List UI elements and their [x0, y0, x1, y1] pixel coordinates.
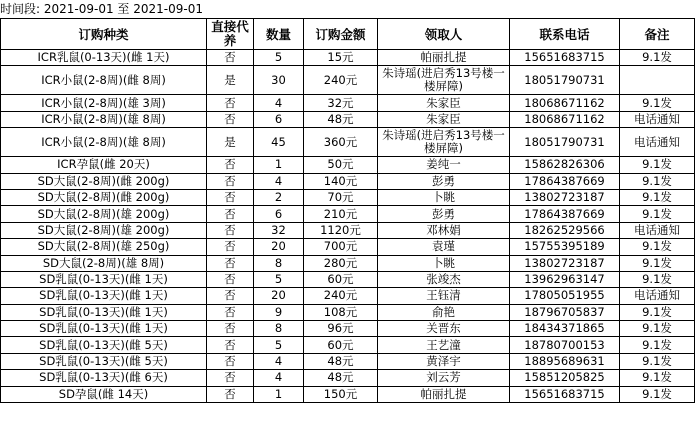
cell-phone: 18051790731: [510, 128, 620, 157]
cell-direct: 否: [207, 157, 254, 173]
cell-qty: 8: [254, 255, 304, 271]
cell-qty: 4: [254, 370, 304, 386]
cell-receiver: 关晋东: [378, 321, 510, 337]
table-row: [1, 66, 695, 95]
cell-phone: 13962963147: [510, 271, 620, 287]
col-header-note: 备注: [620, 19, 695, 50]
cell-type: SD大鼠(2-8周)(雌 200g): [1, 173, 207, 189]
cell-type: ICR孕鼠(雌 20天): [1, 157, 207, 173]
cell-note: [620, 66, 695, 95]
cell-qty: 20: [254, 288, 304, 304]
cell-note: 电话通知: [620, 288, 695, 304]
cell-receiver: 卜眺: [378, 189, 510, 205]
cell-direct: 否: [207, 95, 254, 111]
cell-receiver: 刘云芳: [378, 370, 510, 386]
cell-amount: 96元: [304, 321, 378, 337]
table-row: [1, 50, 695, 66]
cell-amount: 60元: [304, 271, 378, 287]
table-row: [1, 111, 695, 127]
cell-note: 9.1发: [620, 157, 695, 173]
cell-phone: 15851205825: [510, 370, 620, 386]
cell-phone: 15755395189: [510, 239, 620, 255]
cell-amount: 280元: [304, 255, 378, 271]
cell-receiver: 帕丽扎提: [378, 50, 510, 66]
cell-amount: 140元: [304, 173, 378, 189]
cell-receiver: 俞艳: [378, 304, 510, 320]
cell-type: SD乳鼠(0-13天)(雌 6天): [1, 370, 207, 386]
cell-phone: 18068671162: [510, 111, 620, 127]
cell-type: SD大鼠(2-8周)(雌 200g): [1, 189, 207, 205]
cell-note: 电话通知: [620, 128, 695, 157]
cell-note: 电话通知: [620, 111, 695, 127]
col-header-qty: 数量: [254, 19, 304, 50]
cell-note: 9.1发: [620, 189, 695, 205]
table-row: [1, 321, 695, 337]
cell-amount: 50元: [304, 157, 378, 173]
cell-phone: 18434371865: [510, 321, 620, 337]
header-row: [1, 19, 695, 50]
cell-receiver: 朱诗瑶(进启秀13号楼一楼屏障): [378, 128, 510, 157]
cell-direct: 否: [207, 111, 254, 127]
cell-type: SD乳鼠(0-13天)(雌 1天): [1, 288, 207, 304]
cell-phone: 17864387669: [510, 206, 620, 222]
cell-note: 9.1发: [620, 337, 695, 353]
cell-qty: 5: [254, 271, 304, 287]
cell-amount: 48元: [304, 353, 378, 369]
table-row: [1, 271, 695, 287]
cell-note: 9.1发: [620, 321, 695, 337]
col-header-amount: 订购金额: [304, 19, 378, 50]
table-row: [1, 288, 695, 304]
cell-amount: 150元: [304, 386, 378, 402]
cell-receiver: 姜纯一: [378, 157, 510, 173]
cell-phone: 18796705837: [510, 304, 620, 320]
cell-direct: 是: [207, 66, 254, 95]
cell-phone: 17805051955: [510, 288, 620, 304]
cell-phone: 13802723187: [510, 189, 620, 205]
cell-qty: 5: [254, 50, 304, 66]
cell-qty: 1: [254, 386, 304, 402]
date-range-label: 时间段: 2021-09-01 至 2021-09-01: [0, 2, 203, 16]
cell-type: SD大鼠(2-8周)(雄 8周): [1, 255, 207, 271]
cell-amount: 360元: [304, 128, 378, 157]
cell-qty: 45: [254, 128, 304, 157]
cell-receiver: 朱诗瑶(进启秀13号楼一楼屏障): [378, 66, 510, 95]
cell-type: ICR小鼠(2-8周)(雄 8周): [1, 111, 207, 127]
cell-amount: 240元: [304, 288, 378, 304]
cell-direct: 否: [207, 239, 254, 255]
orders-table: [0, 18, 695, 403]
table-row: [1, 128, 695, 157]
cell-receiver: 卜眺: [378, 255, 510, 271]
cell-amount: 108元: [304, 304, 378, 320]
cell-direct: 否: [207, 321, 254, 337]
cell-qty: 8: [254, 321, 304, 337]
cell-phone: 18051790731: [510, 66, 620, 95]
cell-phone: 15651683715: [510, 386, 620, 402]
cell-amount: 700元: [304, 239, 378, 255]
col-header-phone: 联系电话: [510, 19, 620, 50]
cell-receiver: 王钰清: [378, 288, 510, 304]
cell-qty: 9: [254, 304, 304, 320]
table-row: [1, 95, 695, 111]
cell-phone: 15651683715: [510, 50, 620, 66]
cell-direct: 是: [207, 128, 254, 157]
cell-receiver: 王艺潼: [378, 337, 510, 353]
cell-note: 9.1发: [620, 206, 695, 222]
cell-note: 9.1发: [620, 173, 695, 189]
cell-receiver: 邓林娟: [378, 222, 510, 238]
cell-note: 电话通知: [620, 222, 695, 238]
cell-qty: 1: [254, 157, 304, 173]
table-row: [1, 337, 695, 353]
cell-receiver: 彭勇: [378, 206, 510, 222]
cell-note: 9.1发: [620, 271, 695, 287]
cell-phone: 18780700153: [510, 337, 620, 353]
cell-receiver: 黄泽宇: [378, 353, 510, 369]
table-row: [1, 386, 695, 402]
cell-direct: 否: [207, 50, 254, 66]
cell-direct: 否: [207, 206, 254, 222]
cell-phone: 18068671162: [510, 95, 620, 111]
cell-phone: 18262529566: [510, 222, 620, 238]
cell-note: 9.1发: [620, 50, 695, 66]
cell-receiver: 朱家臣: [378, 95, 510, 111]
cell-qty: 32: [254, 222, 304, 238]
cell-amount: 70元: [304, 189, 378, 205]
cell-qty: 4: [254, 173, 304, 189]
cell-direct: 否: [207, 173, 254, 189]
cell-receiver: 朱家臣: [378, 111, 510, 127]
cell-note: 9.1发: [620, 353, 695, 369]
cell-type: SD乳鼠(0-13天)(雌 5天): [1, 337, 207, 353]
cell-amount: 15元: [304, 50, 378, 66]
cell-direct: 否: [207, 189, 254, 205]
cell-amount: 48元: [304, 370, 378, 386]
cell-amount: 32元: [304, 95, 378, 111]
table-row: [1, 222, 695, 238]
cell-receiver: 袁瑾: [378, 239, 510, 255]
cell-qty: 6: [254, 111, 304, 127]
col-header-type: 订购种类: [1, 19, 207, 50]
cell-type: ICR小鼠(2-8周)(雄 3周): [1, 95, 207, 111]
cell-qty: 4: [254, 353, 304, 369]
cell-amount: 240元: [304, 66, 378, 95]
cell-note: 9.1发: [620, 304, 695, 320]
cell-qty: 5: [254, 337, 304, 353]
cell-type: SD乳鼠(0-13天)(雌 1天): [1, 304, 207, 320]
cell-type: SD大鼠(2-8周)(雄 200g): [1, 222, 207, 238]
table-row: [1, 239, 695, 255]
col-header-receiver: 领取人: [378, 19, 510, 50]
cell-qty: 30: [254, 66, 304, 95]
cell-phone: 15862826306: [510, 157, 620, 173]
cell-type: ICR小鼠(2-8周)(雄 8周): [1, 128, 207, 157]
cell-receiver: 张竣杰: [378, 271, 510, 287]
cell-type: SD大鼠(2-8周)(雄 200g): [1, 206, 207, 222]
cell-direct: 否: [207, 288, 254, 304]
cell-type: SD孕鼠(雌 14天): [1, 386, 207, 402]
table-row: [1, 173, 695, 189]
cell-note: 9.1发: [620, 386, 695, 402]
cell-note: 9.1发: [620, 370, 695, 386]
table-row: [1, 157, 695, 173]
cell-note: 9.1发: [620, 239, 695, 255]
cell-direct: 否: [207, 304, 254, 320]
table-row: [1, 370, 695, 386]
table-row: [1, 189, 695, 205]
cell-direct: 否: [207, 337, 254, 353]
cell-receiver: 帕丽扎提: [378, 386, 510, 402]
cell-type: SD大鼠(2-8周)(雄 250g): [1, 239, 207, 255]
cell-qty: 20: [254, 239, 304, 255]
cell-amount: 210元: [304, 206, 378, 222]
table-row: [1, 353, 695, 369]
cell-phone: 18895689631: [510, 353, 620, 369]
cell-direct: 否: [207, 271, 254, 287]
cell-type: ICR小鼠(2-8周)(雌 8周): [1, 66, 207, 95]
cell-amount: 1120元: [304, 222, 378, 238]
cell-note: 9.1发: [620, 255, 695, 271]
cell-qty: 2: [254, 189, 304, 205]
cell-direct: 否: [207, 255, 254, 271]
cell-phone: 13802723187: [510, 255, 620, 271]
cell-type: SD乳鼠(0-13天)(雌 1天): [1, 321, 207, 337]
cell-direct: 否: [207, 353, 254, 369]
cell-amount: 60元: [304, 337, 378, 353]
table-row: [1, 304, 695, 320]
cell-note: 9.1发: [620, 95, 695, 111]
cell-amount: 48元: [304, 111, 378, 127]
cell-type: ICR乳鼠(0-13天)(雌 1天): [1, 50, 207, 66]
cell-phone: 17864387669: [510, 173, 620, 189]
col-header-direct: 直接代养: [207, 19, 254, 50]
cell-direct: 否: [207, 386, 254, 402]
table-row: [1, 206, 695, 222]
cell-type: SD乳鼠(0-13天)(雌 5天): [1, 353, 207, 369]
cell-type: SD乳鼠(0-13天)(雌 1天): [1, 271, 207, 287]
cell-receiver: 彭勇: [378, 173, 510, 189]
cell-direct: 否: [207, 370, 254, 386]
table-row: [1, 255, 695, 271]
cell-qty: 6: [254, 206, 304, 222]
cell-direct: 否: [207, 222, 254, 238]
cell-qty: 4: [254, 95, 304, 111]
